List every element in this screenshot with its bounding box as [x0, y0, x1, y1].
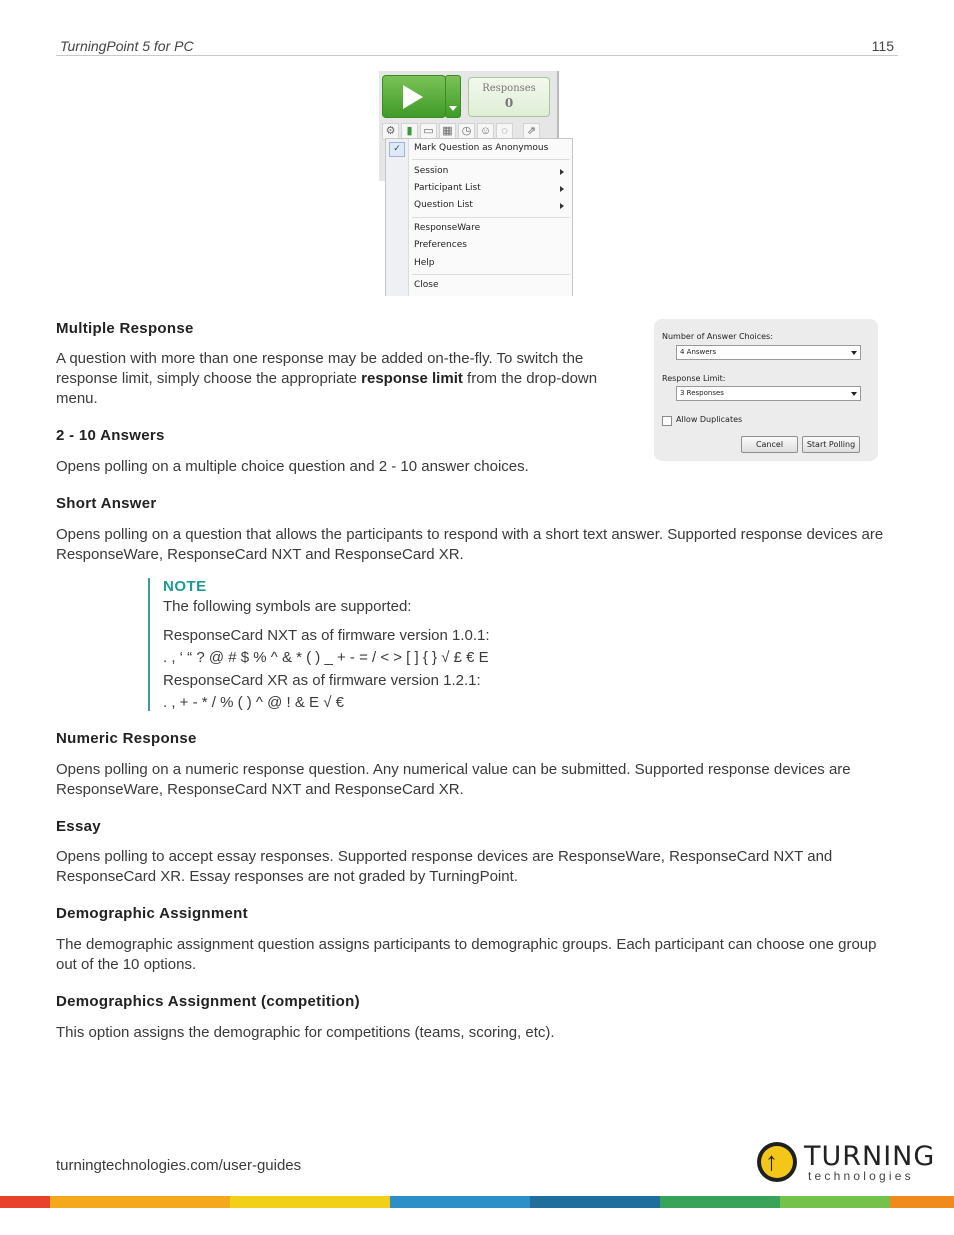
gear-icon[interactable]: ⚙ [382, 123, 399, 140]
two-ten-paragraph: Opens polling on a multiple choice question and 2 - 10 answer choices. [56, 458, 529, 475]
grid-icon[interactable]: ▦ [439, 123, 456, 140]
text-line: out of the 10 options. [56, 956, 197, 973]
menu-gutter [386, 139, 409, 296]
text-line: Opens polling on a numeric response question. Any numerical value can be submitted. Supported response devices are [56, 761, 851, 778]
popout-icon[interactable]: ⇗ [523, 123, 540, 140]
logo-tagline: technologies [808, 1169, 914, 1183]
heading-multiple-response: Multiple Response [56, 320, 194, 337]
stripe-segment [530, 1196, 660, 1208]
heading-short-answer: Short Answer [56, 495, 157, 512]
start-polling-button[interactable]: Start Polling [802, 436, 860, 453]
stripe-segment [780, 1196, 890, 1208]
text-line: ResponseCard XR. Essay responses are not graded by TurningPoint. [56, 868, 518, 885]
responses-label: Responses [482, 83, 536, 94]
bar-chart-icon[interactable]: ▮ [401, 123, 418, 140]
menu-item-preferences[interactable]: Preferences [414, 240, 467, 250]
heading-essay: Essay [56, 818, 101, 835]
menu-item-session[interactable]: Session [414, 166, 449, 176]
answer-choices-select[interactable]: 4 Answers [676, 345, 861, 360]
chevron-down-icon [449, 106, 457, 111]
footer-color-stripe [0, 1196, 954, 1208]
logo-mark-icon: ↑ [757, 1142, 797, 1182]
checkmark-icon: ✓ [389, 142, 405, 157]
options-menu [385, 138, 573, 296]
menu-item-participant-list[interactable]: Participant List [414, 183, 481, 193]
numeric-paragraph [56, 760, 898, 800]
heading-demographics-competition: Demographics Assignment (competition) [56, 993, 360, 1010]
menu-item-mark-anonymous[interactable]: Mark Question as Anonymous [414, 143, 549, 153]
menu-item-help[interactable]: Help [414, 258, 435, 268]
stripe-segment [50, 1196, 230, 1208]
menu-separator [412, 217, 570, 218]
responses-value: 0 [504, 96, 514, 110]
chevron-down-icon [851, 392, 857, 396]
menu-item-responseware[interactable]: ResponseWare [414, 223, 481, 233]
text-line: menu. [56, 390, 98, 407]
menu-item-close[interactable]: Close [414, 280, 439, 290]
header-divider [56, 55, 898, 56]
cancel-button[interactable]: Cancel [741, 436, 798, 453]
text-line: Opens polling to accept essay responses. Supported response devices are ResponseWare, ResponseCard NXT and [56, 848, 833, 865]
heading-2-10-answers: 2 - 10 Answers [56, 427, 165, 444]
submenu-arrow-icon [560, 169, 564, 175]
note-xr-symbols: . , + - * / % ( ) ^ @ ! & E √ € [163, 694, 344, 711]
answer-choices-label: Number of Answer Choices: [662, 332, 773, 341]
stripe-segment [390, 1196, 530, 1208]
turning-technologies-logo [757, 1141, 936, 1187]
stripe-segment [0, 1196, 50, 1208]
showbar-toolbar [382, 121, 552, 139]
text-line: ResponseWare, ResponseCard NXT and ResponseCard XR. [56, 781, 464, 798]
chevron-down-icon [851, 351, 857, 355]
stripe-segment [890, 1196, 954, 1208]
logo-wordmark: TURNING [804, 1141, 936, 1172]
text-line: response limit, simply choose the appropriate response limit from the drop-down [56, 370, 598, 387]
essay-paragraph [56, 847, 898, 887]
heading-demographic-assignment: Demographic Assignment [56, 905, 248, 922]
page-number: 115 [871, 38, 894, 54]
text-line: ResponseWare, ResponseCard NXT and ResponseCard XR. [56, 546, 464, 563]
toolbar-menu-screenshot [379, 71, 575, 295]
responses-counter [468, 77, 550, 117]
note-title: NOTE [163, 578, 207, 595]
menu-separator [412, 274, 570, 275]
play-dropdown-button[interactable] [445, 75, 461, 118]
menu-item-question-list[interactable]: Question List [414, 200, 473, 210]
allow-duplicates-checkbox[interactable] [662, 416, 672, 426]
note-nxt-symbols: . , ‘ “ ? @ # $ % ^ & * ( ) _ + - = / < > [ ] { } √ £ € E [163, 649, 489, 666]
stripe-segment [230, 1196, 390, 1208]
footer-link[interactable]: turningtechnologies.com/user-guides [56, 1157, 302, 1174]
response-limit-select[interactable]: 3 Responses [676, 386, 861, 401]
note-xr-label: ResponseCard XR as of firmware version 1.2.1: [163, 672, 481, 689]
running-header-title: TurningPoint 5 for PC [60, 38, 194, 54]
start-polling-play-button[interactable] [382, 75, 446, 118]
allow-duplicates-label: Allow Duplicates [676, 415, 743, 424]
text-line: Opens polling on a question that allows the participants to respond with a short text answer. Supported response devices are [56, 526, 884, 543]
short-answer-paragraph [56, 525, 898, 565]
submenu-arrow-icon [560, 203, 564, 209]
note-nxt-label: ResponseCard NXT as of firmware version 1.0.1: [163, 627, 490, 644]
submenu-arrow-icon [560, 186, 564, 192]
participants-icon[interactable]: ☺ [477, 123, 494, 140]
response-limit-label: Response Limit: [662, 374, 726, 383]
demographic-paragraph [56, 935, 898, 975]
speech-bubble-icon[interactable]: ◌ [496, 123, 513, 140]
demographics-competition-paragraph: This option assigns the demographic for competitions (teams, scoring, etc). [56, 1024, 555, 1041]
note-intro: The following symbols are supported: [163, 598, 412, 615]
presentation-icon[interactable]: ▭ [420, 123, 437, 140]
timer-icon[interactable]: ◷ [458, 123, 475, 140]
stripe-segment [660, 1196, 780, 1208]
note-accent-bar [148, 578, 150, 711]
play-icon [403, 85, 423, 109]
text-line: A question with more than one response may be added on-the-fly. To switch the [56, 350, 584, 367]
multiple-response-paragraph [56, 349, 636, 409]
multiple-response-dialog [654, 319, 878, 461]
heading-numeric-response: Numeric Response [56, 730, 197, 747]
bold-term: response limit [361, 370, 463, 387]
text-line: The demographic assignment question assigns participants to demographic groups. Each participant can choose one group [56, 936, 877, 953]
menu-separator [412, 159, 570, 160]
